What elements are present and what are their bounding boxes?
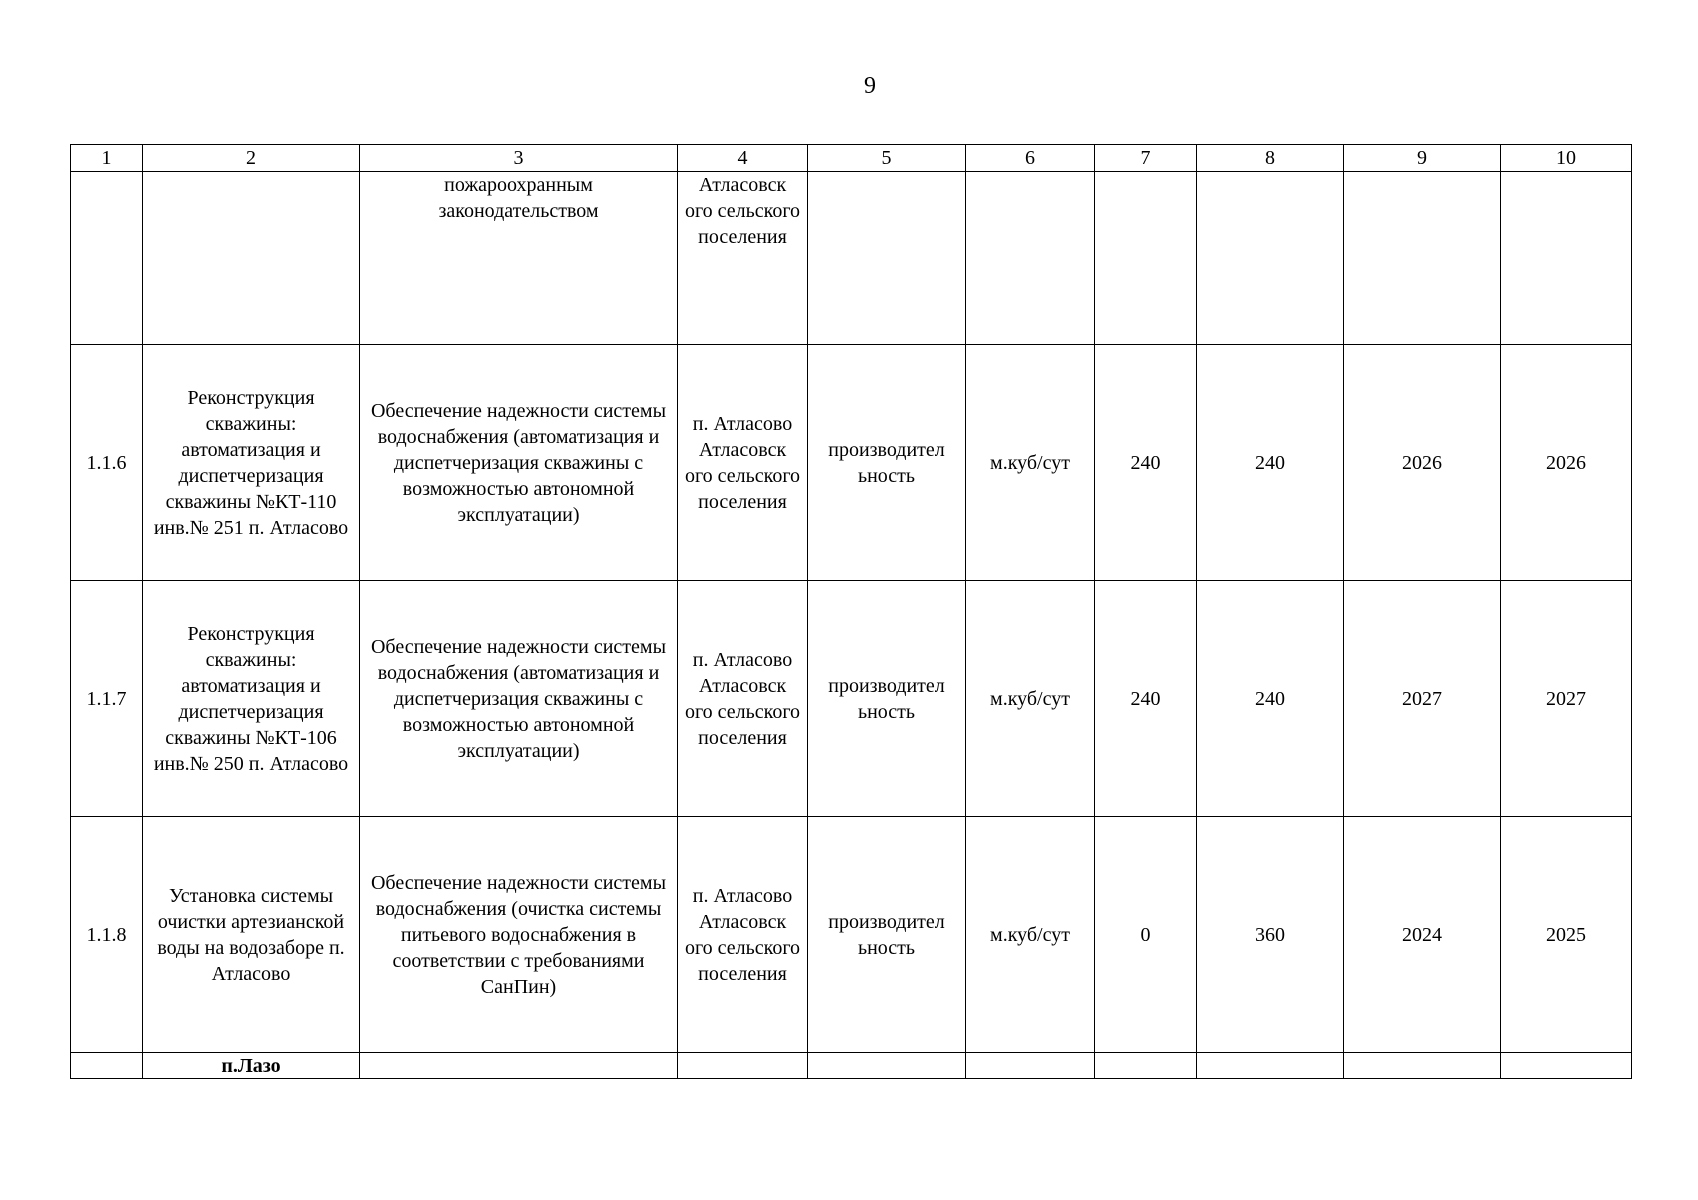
measure-name: Реконструкция скважины: автоматизация и диспетчеризация скважины №КТ-110 инв.№ 251 п. Атласово	[143, 345, 360, 581]
measures-table	[70, 144, 1632, 1079]
table-row	[71, 581, 1632, 817]
purpose-cell: пожароохранным законодательством	[360, 172, 678, 345]
indicator-name: производител ьность	[808, 581, 966, 817]
table-row	[71, 817, 1632, 1053]
year-end: 2027	[1501, 581, 1632, 817]
unit: м.куб/сут	[966, 817, 1095, 1053]
year-end: 2026	[1501, 345, 1632, 581]
measure-location: п. Атласово Атласовск ого сельского поселения	[678, 817, 808, 1053]
year-start: 2026	[1344, 345, 1501, 581]
empty-cell	[808, 1053, 966, 1079]
location-cell: Атласовск ого сельского поселения	[678, 172, 808, 345]
column-number: 7	[1095, 145, 1197, 172]
empty-cell	[1344, 172, 1501, 345]
indicator-name: производител ьность	[808, 817, 966, 1053]
unit: м.куб/сут	[966, 345, 1095, 581]
section-label: п.Лазо	[143, 1053, 360, 1079]
column-number: 3	[360, 145, 678, 172]
year-start: 2024	[1344, 817, 1501, 1053]
empty-cell	[1197, 1053, 1344, 1079]
column-number: 8	[1197, 145, 1344, 172]
column-number: 5	[808, 145, 966, 172]
empty-cell	[808, 172, 966, 345]
empty-cell	[1095, 172, 1197, 345]
column-number: 1	[71, 145, 143, 172]
empty-cell	[1095, 1053, 1197, 1079]
section-row	[71, 1053, 1632, 1079]
measure-location: п. Атласово Атласовск ого сельского поселения	[678, 345, 808, 581]
value-after: 360	[1197, 817, 1344, 1053]
measure-name: Установка системы очистки артезианской воды на водозаборе п. Атласово	[143, 817, 360, 1053]
empty-cell	[1501, 172, 1632, 345]
measure-purpose: Обеспечение надежности системы водоснабжения (очистка системы питьевого водоснабжения в соответствии с требованиями СанПин)	[360, 817, 678, 1053]
value-before: 0	[1095, 817, 1197, 1053]
value-after: 240	[1197, 581, 1344, 817]
empty-cell	[71, 1053, 143, 1079]
column-number: 6	[966, 145, 1095, 172]
empty-cell	[966, 1053, 1095, 1079]
item-number: 1.1.8	[71, 817, 143, 1053]
item-number: 1.1.7	[71, 581, 143, 817]
unit: м.куб/сут	[966, 581, 1095, 817]
page-number: 9	[864, 73, 876, 99]
empty-cell	[678, 1053, 808, 1079]
column-number-row	[71, 145, 1632, 172]
empty-cell	[360, 1053, 678, 1079]
table-row	[71, 345, 1632, 581]
empty-cell	[966, 172, 1095, 345]
empty-cell	[1197, 172, 1344, 345]
value-after: 240	[1197, 345, 1344, 581]
column-number: 9	[1344, 145, 1501, 172]
value-before: 240	[1095, 581, 1197, 817]
measure-location: п. Атласово Атласовск ого сельского поселения	[678, 581, 808, 817]
indicator-name: производител ьность	[808, 345, 966, 581]
empty-cell	[1501, 1053, 1632, 1079]
continuation-row	[71, 172, 1632, 345]
measure-purpose: Обеспечение надежности системы водоснабжения (автоматизация и диспетчеризация скважины с возможностью автономной эксплуатации)	[360, 345, 678, 581]
empty-cell	[71, 172, 143, 345]
column-number: 2	[143, 145, 360, 172]
empty-cell	[143, 172, 360, 345]
column-number: 4	[678, 145, 808, 172]
item-number: 1.1.6	[71, 345, 143, 581]
value-before: 240	[1095, 345, 1197, 581]
empty-cell	[1344, 1053, 1501, 1079]
measure-name: Реконструкция скважины: автоматизация и диспетчеризация скважины №КТ-106 инв.№ 250 п. Атласово	[143, 581, 360, 817]
measure-purpose: Обеспечение надежности системы водоснабжения (автоматизация и диспетчеризация скважины с возможностью автономной эксплуатации)	[360, 581, 678, 817]
column-number: 10	[1501, 145, 1632, 172]
year-start: 2027	[1344, 581, 1501, 817]
year-end: 2025	[1501, 817, 1632, 1053]
